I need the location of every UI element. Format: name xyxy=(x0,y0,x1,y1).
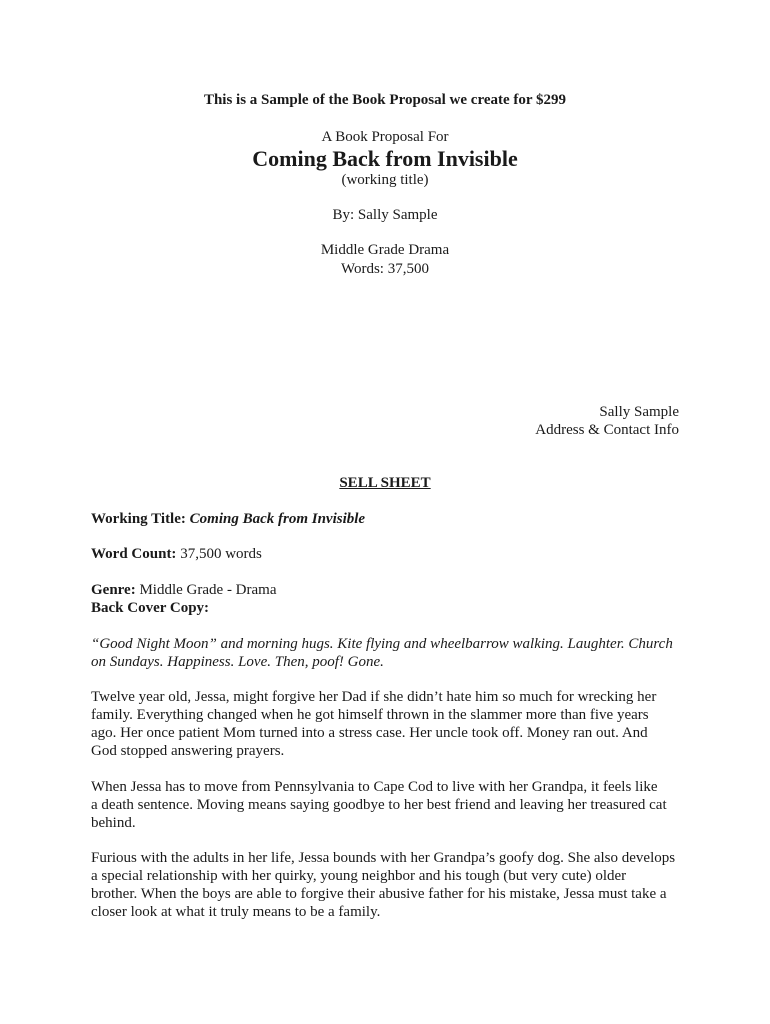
back-cover-label: Back Cover Copy: xyxy=(91,600,210,616)
contact-block xyxy=(535,403,679,439)
sample-banner: This is a Sample of the Book Proposal we create for $299 xyxy=(203,92,567,108)
back-cover-field xyxy=(91,599,691,617)
genre-line: Middle Grade Drama xyxy=(320,242,450,258)
genre-field xyxy=(91,581,691,599)
proposal-for-line: A Book Proposal For xyxy=(321,129,449,145)
back-cover-paragraph-2 xyxy=(91,688,691,760)
contact-name: Sally Sample xyxy=(599,404,679,420)
paragraph-line: Twelve year old, Jessa, might forgive her Dad if she didn’t hate him so much for wrecking her xyxy=(91,689,657,705)
genre-label: Genre: xyxy=(91,582,136,598)
genre-value: Middle Grade - Drama xyxy=(139,582,277,598)
working-title-label: Working Title: xyxy=(91,511,186,527)
paragraph-line: God stopped answering prayers. xyxy=(91,743,285,759)
back-cover-paragraph-1 xyxy=(91,635,691,671)
paragraph-line: a death sentence. Moving means saying goodbye to her best friend and leaving her treasured cat xyxy=(91,797,667,813)
word-count-field xyxy=(91,545,691,563)
paragraph-line: When Jessa has to move from Pennsylvania to Cape Cod to live with her Grandpa, it feels like xyxy=(91,779,658,795)
word-count-line: Words: 37,500 xyxy=(341,261,429,277)
word-count-label: Word Count: xyxy=(91,546,177,562)
back-cover-paragraph-3 xyxy=(91,778,691,832)
contact-address: Address & Contact Info xyxy=(535,422,679,438)
paragraph-line: brother. When the boys are able to forgive their abusive father for his mistake, Jessa must take a xyxy=(91,886,667,902)
paragraph-line: Furious with the adults in her life, Jessa bounds with her Grandpa’s goofy dog. She also develops xyxy=(91,850,676,866)
paragraph-line: ago. Her once patient Mom turned into a stress case. Her uncle took off. Money ran out. And xyxy=(91,725,648,741)
back-cover-paragraph-4 xyxy=(91,849,691,921)
paragraph-line: closer look at what it truly means to be a family. xyxy=(91,904,381,920)
working-title-note: (working title) xyxy=(341,172,429,188)
paragraph-line: “Good Night Moon” and morning hugs. Kite flying and wheelbarrow walking. Laughter. Church xyxy=(91,636,673,652)
paragraph-line: a special relationship with her quirky, young neighbor and his tough (but very cute) older xyxy=(91,868,627,884)
working-title-value: Coming Back from Invisible xyxy=(189,511,366,527)
sell-sheet-heading: SELL SHEET xyxy=(339,475,431,491)
paragraph-line: family. Everything changed when he got himself thrown in the slammer more than five years xyxy=(91,707,649,723)
paragraph-line: behind. xyxy=(91,815,136,831)
word-count-value: 37,500 words xyxy=(180,546,262,562)
paragraph-line: on Sundays. Happiness. Love. Then, poof! Gone. xyxy=(91,654,384,670)
working-title-field xyxy=(91,510,691,528)
book-title: Coming Back from Invisible xyxy=(252,146,518,171)
author-byline: By: Sally Sample xyxy=(332,207,438,223)
